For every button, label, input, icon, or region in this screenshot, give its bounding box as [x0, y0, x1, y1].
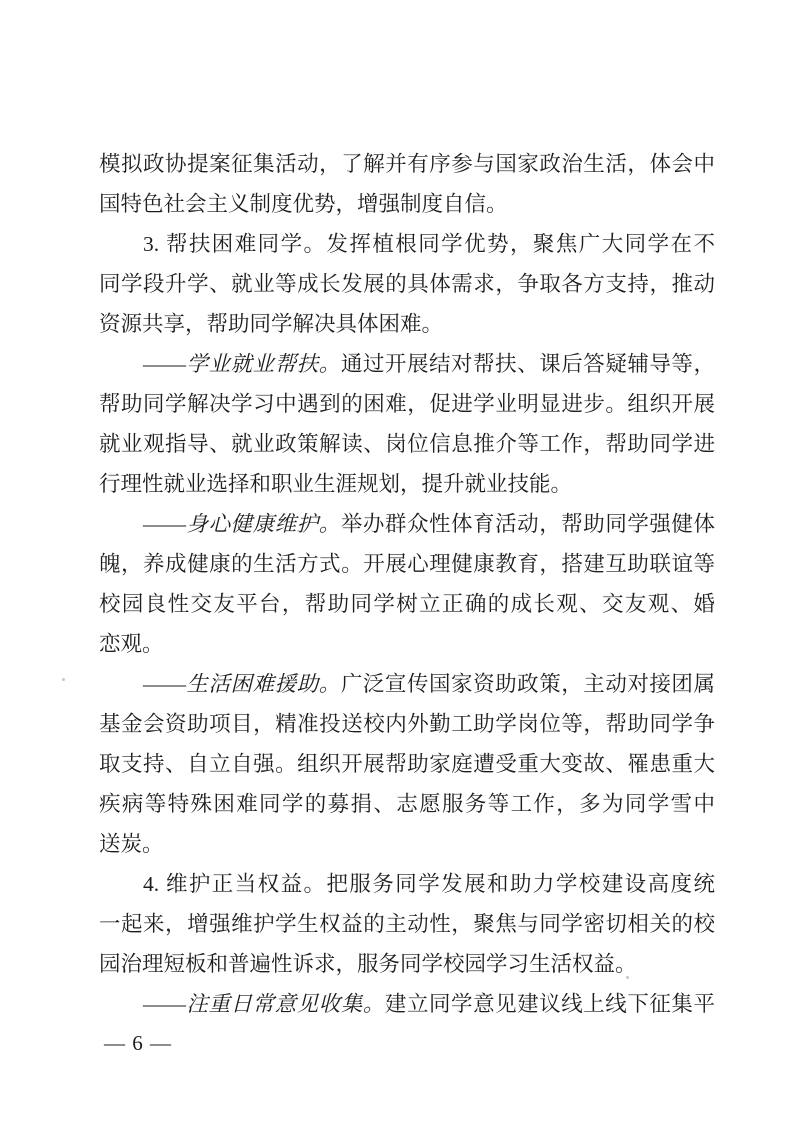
text-segment: 魄，养成健康的生活方式。开展心理健康教育，搭建互助联谊等	[99, 552, 715, 576]
text-line	[99, 544, 715, 584]
scan-speck	[626, 976, 629, 979]
text-segment: 一起来，增强维护学生权益的主动性，聚焦与同学密切相关的校	[99, 912, 715, 936]
text-segment: 维护正当权益。	[165, 872, 327, 896]
text-segment: 帮扶困难同学。	[165, 232, 327, 256]
text-line	[99, 944, 715, 984]
text-segment: 身心健康维护。	[186, 512, 341, 536]
text-segment: 通过开展结对帮扶、课后答疑辅导等，	[340, 352, 715, 376]
text-segment: 校园良性交友平台，帮助同学树立正确的成长观、交友观、婚	[99, 592, 715, 616]
text-segment: 举办群众性体育活动，帮助同学强健体	[340, 512, 715, 536]
text-line	[99, 584, 715, 624]
text-segment: 国特色社会主义制度优势，增强制度自信。	[99, 192, 508, 216]
text-segment: 注重日常意见收集。	[186, 992, 385, 1016]
text-segment: 基金会资助项目，精准投送校内外勤工助学岗位等，帮助同学争	[99, 712, 715, 736]
text-segment: ——	[143, 992, 186, 1016]
text-segment: ——	[143, 352, 186, 376]
text-line	[99, 224, 715, 264]
text-line	[99, 144, 715, 184]
text-segment: 学业就业帮扶。	[186, 352, 341, 376]
text-line	[99, 504, 715, 544]
text-line	[99, 384, 715, 424]
text-block	[99, 144, 715, 1024]
text-segment: 同学段升学、就业等成长发展的具体需求，争取各方支持，推动	[99, 272, 715, 296]
text-line	[99, 344, 715, 384]
text-line	[99, 744, 715, 784]
text-line	[99, 184, 715, 224]
text-segment: 生活困难援助。	[186, 672, 341, 696]
text-segment: 就业观指导、就业政策解读、岗位信息推介等工作，帮助同学进	[99, 432, 715, 456]
text-segment: 3.	[143, 232, 166, 256]
text-segment: 资源共享，帮助同学解决具体困难。	[99, 312, 444, 336]
text-segment: 把服务同学发展和助力学校建设高度统	[326, 872, 715, 896]
text-line	[99, 264, 715, 304]
text-segment: 广泛宣传国家资助政策，主动对接团属	[340, 672, 715, 696]
text-line	[99, 904, 715, 944]
text-segment: 发挥植根同学优势，聚焦广大同学在不	[326, 232, 715, 256]
text-segment: 行理性就业选择和职业生涯规划，提升就业技能。	[99, 472, 573, 496]
text-segment: ——	[143, 512, 186, 536]
text-segment: 建立同学意见建议线上线下征集平	[384, 992, 715, 1016]
text-segment: 模拟政协提案征集活动，了解并有序参与国家政治生活，体会中	[99, 152, 715, 176]
text-line	[99, 424, 715, 464]
text-line	[99, 304, 715, 344]
page-number: — 6 —	[104, 1031, 172, 1055]
text-line	[99, 824, 715, 864]
text-segment: 园治理短板和普遍性诉求，服务同学校园学习生活权益。	[99, 952, 637, 976]
text-segment: 送炭。	[99, 832, 164, 856]
text-line	[99, 784, 715, 824]
text-segment: 疾病等特殊困难同学的募捐、志愿服务等工作，多为同学雪中	[99, 792, 715, 816]
scan-speck	[62, 678, 65, 681]
text-line	[99, 984, 715, 1024]
text-segment: 恋观。	[99, 632, 164, 656]
text-line	[99, 664, 715, 704]
text-line	[99, 704, 715, 744]
text-line	[99, 624, 715, 664]
text-segment: 帮助同学解决学习中遇到的困难，促进学业明显进步。组织开展	[99, 392, 715, 416]
text-segment: 取支持、自立自强。组织开展帮助家庭遭受重大变故、罹患重大	[99, 752, 715, 776]
text-line	[99, 864, 715, 904]
text-segment: 4.	[143, 872, 166, 896]
text-line	[99, 464, 715, 504]
text-segment: ——	[143, 672, 186, 696]
